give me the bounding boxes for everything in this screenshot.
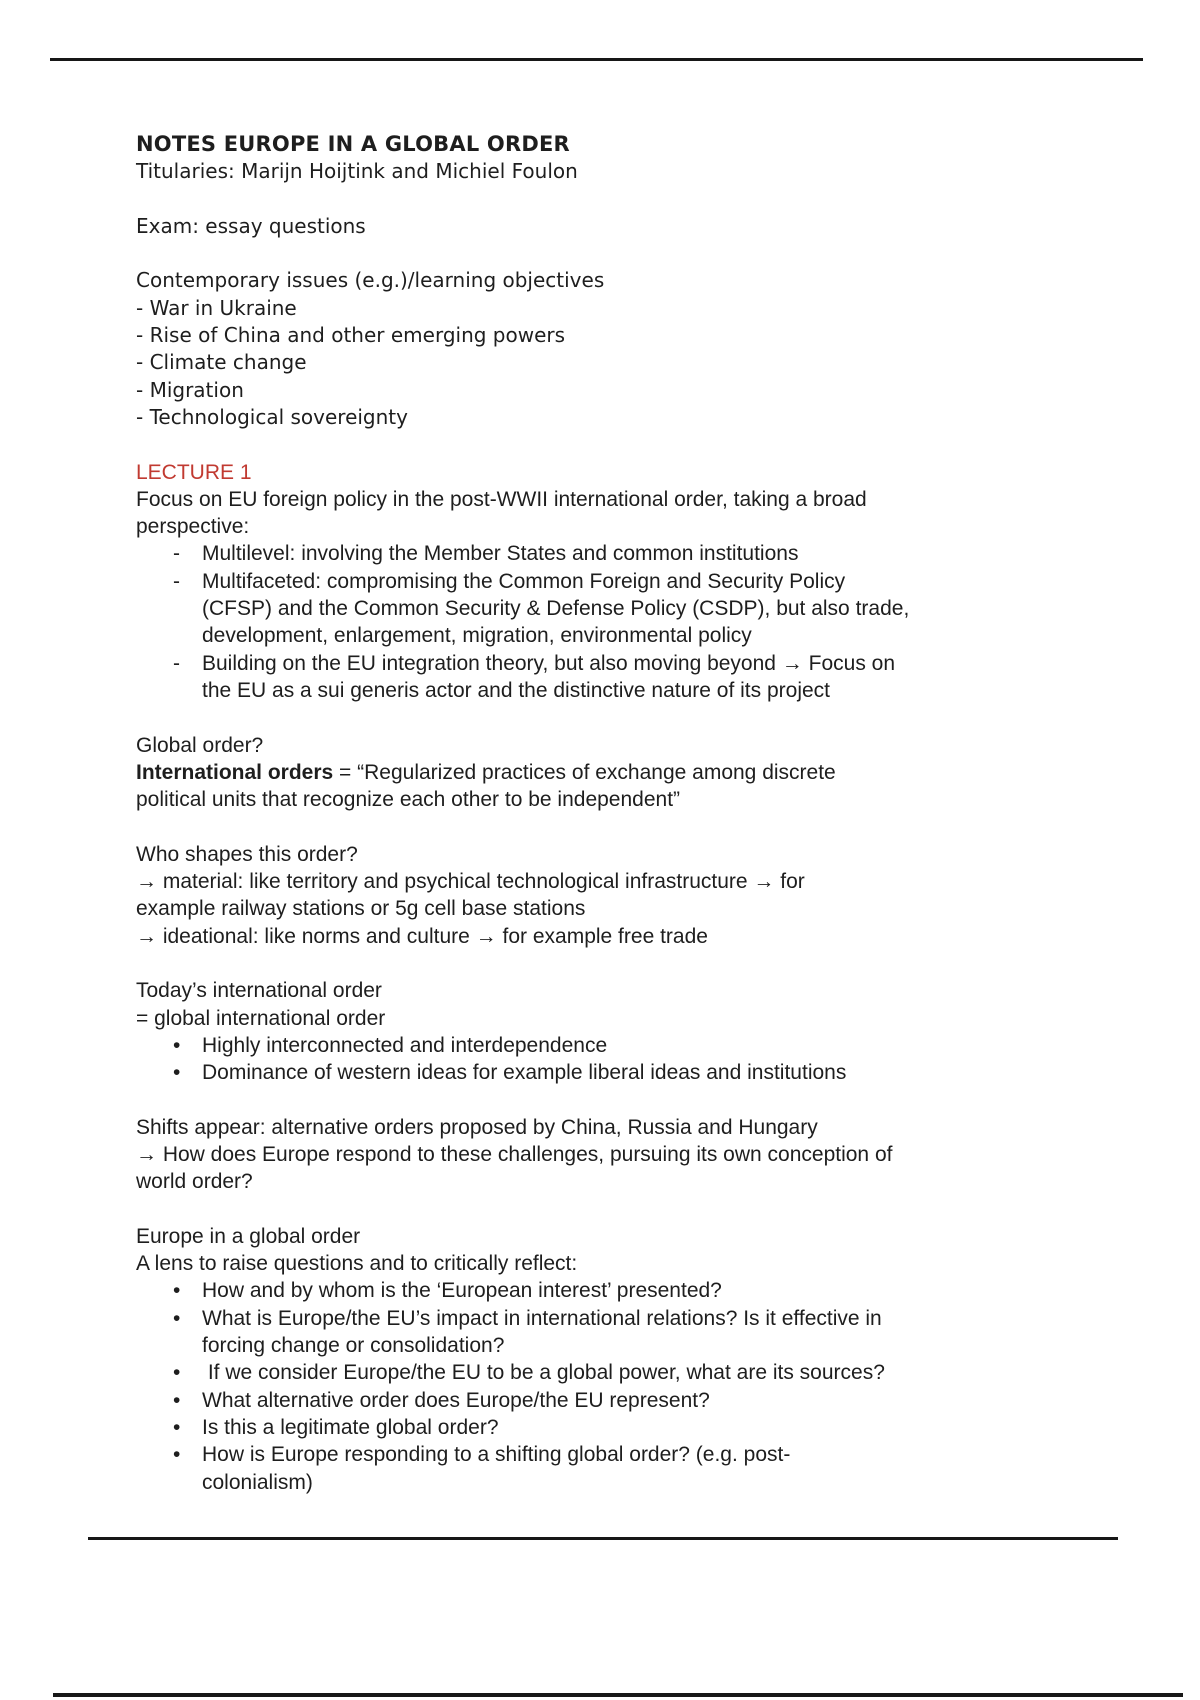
text-line (136, 923, 1096, 950)
text-line (136, 595, 1096, 622)
text-line (136, 977, 1096, 1004)
text-segment: development, enlargement, migration, environmental policy (202, 624, 752, 648)
bullet-marker: • (173, 1415, 181, 1439)
text-line (136, 786, 1096, 813)
text-segment: Shifts appear: alternative orders proposed by China, Russia and Hungary (136, 1115, 818, 1139)
text-segment: Contemporary issues (e.g.)/learning objectives (136, 268, 605, 293)
text-line (136, 868, 1096, 895)
text-line (136, 1414, 1096, 1441)
text-segment: A lens to raise questions and to critically reflect: (136, 1252, 578, 1276)
text-segment: If we consider Europe/the EU to be a global power, what are its sources? (202, 1361, 885, 1385)
dash-marker: - (173, 651, 180, 675)
paragraph (136, 131, 1096, 186)
text-section (136, 131, 1096, 431)
bullet-marker: • (173, 1361, 181, 1385)
lecture-1-heading (136, 459, 1096, 486)
text-line (136, 377, 1096, 404)
text-line (136, 841, 1096, 868)
text-line (136, 1059, 1096, 1086)
paragraph (136, 732, 1096, 814)
text-segment: Is this a legitimate global order? (202, 1415, 499, 1439)
text-line (136, 540, 1096, 567)
text-segment: Multilevel: involving the Member States and common institutions (202, 542, 799, 566)
text-segment: Highly interconnected and interdependence (202, 1033, 608, 1057)
text-segment: Today’s international order (136, 979, 382, 1003)
bullet-marker: • (173, 1443, 181, 1467)
text-segment: How is Europe responding to a shifting global order? (e.g. post- (202, 1443, 791, 1467)
paragraph (136, 1223, 1096, 1496)
text-line (136, 1005, 1096, 1032)
text-line (136, 1277, 1096, 1304)
text-line (136, 650, 1096, 677)
paragraph (136, 841, 1096, 950)
text-segment: Building on the EU integration theory, but also moving beyond → Focus on (202, 651, 896, 675)
text-section (136, 459, 1096, 1496)
text-segment: the EU as a sui generis actor and the distinctive nature of its project (202, 678, 831, 702)
text-segment: colonialism) (202, 1470, 313, 1494)
text-segment: = global international order (136, 1006, 386, 1030)
text-line (136, 1032, 1096, 1059)
text-segment: forcing change or consolidation? (202, 1334, 505, 1358)
text-line (136, 513, 1096, 540)
text-line (136, 349, 1096, 376)
text-line (136, 158, 1096, 185)
paragraph (136, 977, 1096, 1086)
bullet-marker: • (173, 1279, 181, 1303)
text-line (136, 1441, 1096, 1468)
text-segment: political units that recognize each other to be independent” (136, 788, 681, 812)
text-segment: Multifaceted: compromising the Common Foreign and Security Policy (202, 569, 846, 593)
paragraph (136, 267, 1096, 431)
text-line (136, 267, 1096, 294)
top-rule (50, 58, 1143, 61)
text-line (136, 486, 1096, 513)
text-line (136, 732, 1096, 759)
text-segment: Europe in a global order (136, 1224, 361, 1248)
bullet-marker: • (173, 1388, 181, 1412)
paragraph (136, 1114, 1096, 1196)
text-line (136, 1305, 1096, 1332)
text-line (136, 1469, 1096, 1496)
text-segment: LECTURE 1 (136, 460, 252, 484)
text-line (136, 1387, 1096, 1414)
text-segment: = “Regularized practices of exchange among discrete (333, 760, 836, 784)
text-segment: example railway stations or 5g cell base stations (136, 897, 586, 921)
text-segment: How and by whom is the ‘European interest’ presented? (202, 1279, 722, 1303)
text-line (136, 322, 1096, 349)
dash-marker: - (173, 569, 180, 593)
text-segment: Who shapes this order? (136, 842, 358, 866)
text-line (136, 759, 1096, 786)
separator-rule (88, 1537, 1118, 1540)
text-segment: perspective: (136, 515, 250, 539)
text-segment: Dominance of western ideas for example liberal ideas and institutions (202, 1061, 847, 1085)
text-line (136, 677, 1096, 704)
text-segment: What is Europe/the EU’s impact in international relations? Is it effective in (202, 1306, 882, 1330)
text-line (136, 1168, 1096, 1195)
text-line (136, 404, 1096, 431)
text-segment: - Migration (136, 377, 244, 402)
text-segment: What alternative order does Europe/the EU represent? (202, 1388, 710, 1412)
text-line (136, 295, 1096, 322)
text-segment: - Technological sovereignty (136, 404, 408, 429)
text-segment: Titularies: Marijn Hoijtink and Michiel Foulon (136, 159, 578, 184)
text-segment: International orders (136, 760, 334, 784)
text-line (136, 1250, 1096, 1277)
text-line (136, 213, 1096, 240)
bullet-marker: • (173, 1306, 181, 1330)
text-line (136, 1223, 1096, 1250)
bullet-marker: • (173, 1033, 181, 1057)
document-title (136, 131, 1096, 158)
bullet-marker: • (173, 1061, 181, 1085)
text-line (136, 622, 1096, 649)
text-segment: - Climate change (136, 350, 307, 375)
text-segment: world order? (136, 1170, 253, 1194)
text-line (136, 1141, 1096, 1168)
text-segment: - Rise of China and other emerging powers (136, 323, 566, 348)
text-segment: → material: like territory and psychical technological infrastructure → for (136, 870, 805, 894)
text-line (136, 1332, 1096, 1359)
text-segment: → ideational: like norms and culture → for example free trade (136, 924, 708, 948)
text-segment: NOTES EUROPE IN A GLOBAL ORDER (136, 132, 570, 156)
text-segment: Global order? (136, 733, 264, 757)
text-segment: - War in Ukraine (136, 295, 297, 320)
text-line (136, 895, 1096, 922)
paragraph (136, 213, 1096, 240)
text-segment: (CFSP) and the Common Security & Defense Policy (CSDP), but also trade, (202, 597, 910, 621)
dash-marker: - (173, 542, 180, 566)
paragraph (136, 459, 1096, 705)
text-segment: → How does Europe respond to these challenges, pursuing its own conception of (136, 1142, 893, 1166)
document-content (136, 131, 1096, 1523)
text-segment: Focus on EU foreign policy in the post-WWII international order, taking a broad (136, 487, 867, 511)
text-line (136, 568, 1096, 595)
text-line (136, 1359, 1096, 1386)
text-segment: Exam: essay questions (136, 213, 366, 238)
bottom-rule (53, 1693, 1183, 1697)
text-line (136, 1114, 1096, 1141)
